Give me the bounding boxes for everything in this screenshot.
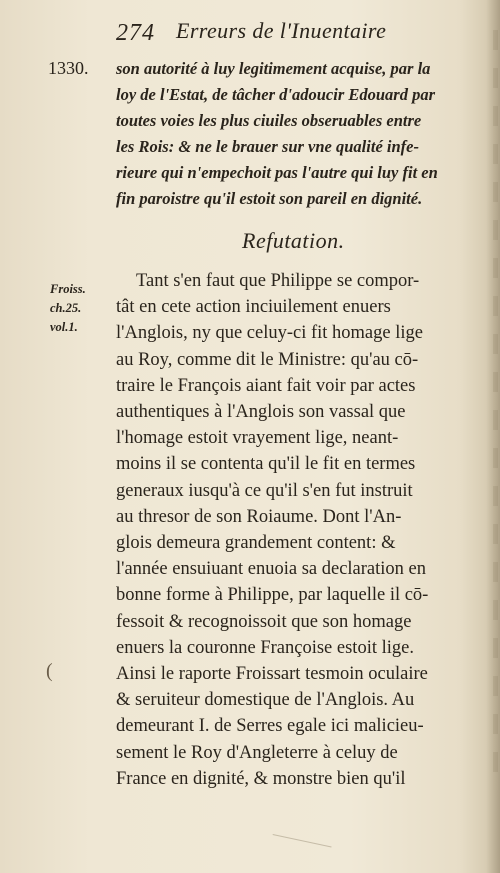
body-line: bonne forme à Philippe, par laquelle il cō- (116, 585, 429, 606)
italic-line: rieure qui n'empechoit pas l'autre qui luy fit en (116, 163, 438, 182)
body-line: authentiques à l'Anglois son vassal que (116, 402, 406, 423)
body-line: France en dignité, & monstre bien qu'il (116, 768, 406, 789)
margin-citation-line: ch.25. (50, 301, 82, 315)
italic-line: les Rois: & ne le brauer sur vne qualité infe- (116, 137, 419, 156)
ink-blot (268, 834, 331, 867)
body-line: generaux iusqu'à ce qu'il s'en fut instruit (116, 480, 413, 501)
italic-line: son autorité à luy legitimement acquise, par la (116, 59, 431, 78)
body-line: fessoit & recognoissoit que son homage (116, 611, 412, 632)
italic-line: loy de l'Estat, de tâcher d'adoucir Edouard par (116, 85, 436, 104)
body-line: l'homage estoit vrayement lige, neant- (116, 428, 399, 449)
italic-line: fin paroistre qu'il estoit son pareil en dignité. (116, 189, 423, 208)
body-line: sement le Roy d'Angleterre à celuy de (116, 742, 398, 763)
margin-citation (50, 280, 110, 337)
body-line: moins il se contenta qu'il le fit en termes (116, 454, 416, 475)
body-line: traire le François aiant fait voir par actes (116, 375, 416, 396)
body-paragraph (116, 268, 488, 792)
page-edge-shadow (486, 0, 500, 873)
margin-year: 1330. (48, 58, 89, 78)
margin-citation-line: vol.1. (50, 320, 78, 334)
body-line: l'Anglois, ny que celuy-ci fit homage lige (116, 323, 423, 344)
body-line: glois demeura grandement content: & (116, 533, 396, 554)
running-title: Erreurs de l'Inuentaire (176, 18, 387, 43)
body-line: tât en cete action inciuilement enuers (116, 297, 391, 318)
body-line: demeurant I. de Serres egale ici malicieu- (116, 716, 424, 737)
body-line: enuers la couronne Françoise estoit lige. (116, 637, 414, 658)
body-line: au thresor de son Roiaume. Dont l'An- (116, 506, 402, 527)
body-line: l'année ensuiuant enuoia sa declaration en (116, 559, 426, 580)
page-header (0, 14, 500, 50)
page-number: 274 (116, 20, 155, 46)
body-line: & seruiteur domestique de l'Anglois. Au (116, 690, 415, 711)
margin-bracket-mark: ( (46, 660, 53, 682)
body-line: au Roy, comme dit le Ministre: qu'au cō- (116, 349, 419, 370)
margin-citation-line: Froiss. (50, 282, 86, 296)
italic-line: toutes voies les plus ciuiles obseruables entre (116, 111, 422, 130)
body-line: Tant s'en faut que Philippe se compor- (136, 271, 420, 291)
body-line: Ainsi le raporte Froissart tesmoin oculaire (116, 664, 428, 685)
italic-paragraph (116, 56, 488, 212)
section-heading: Refutation. (242, 228, 345, 253)
